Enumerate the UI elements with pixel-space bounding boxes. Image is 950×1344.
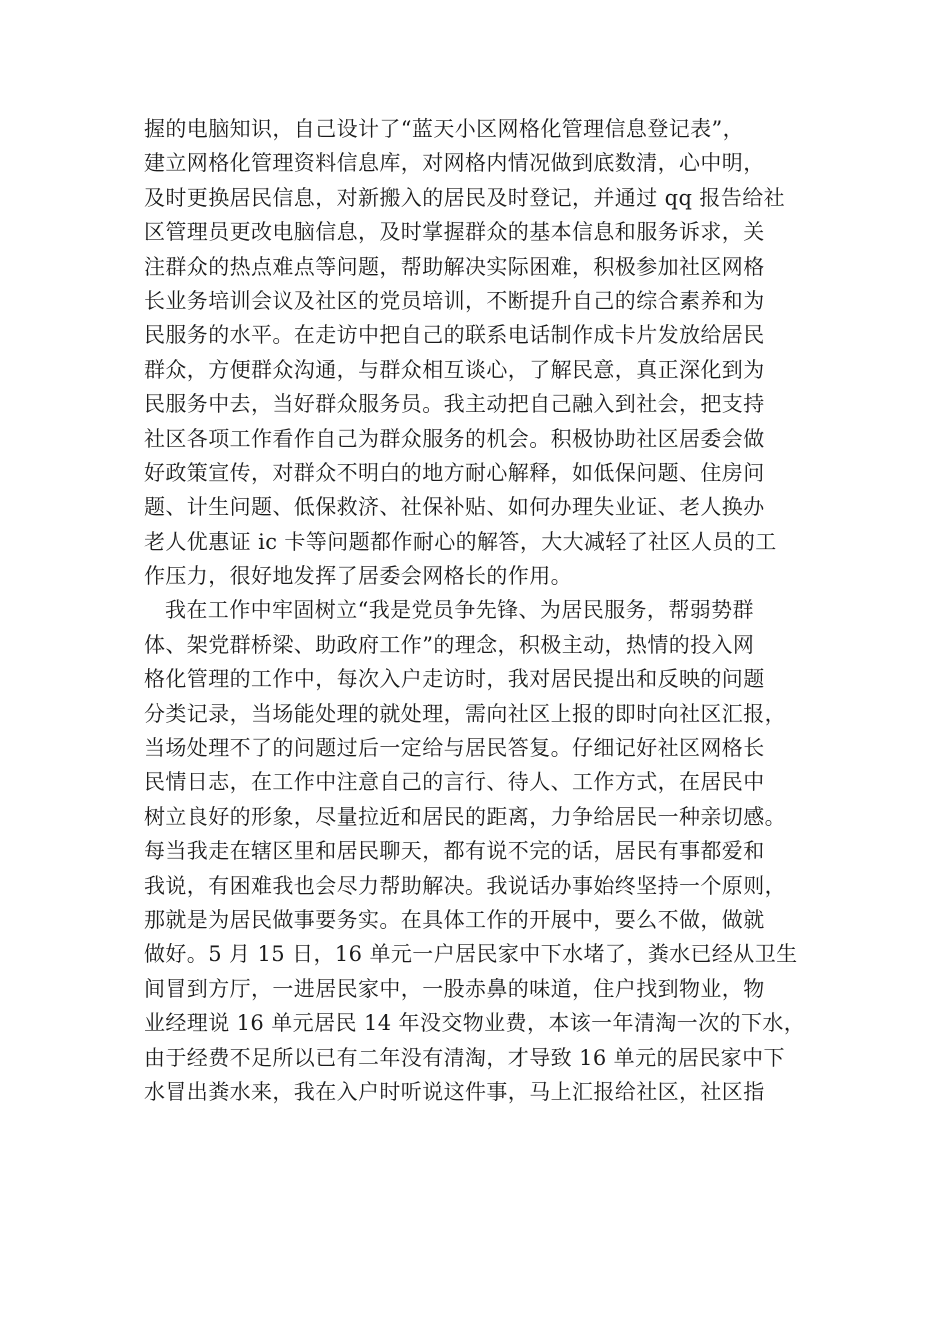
text-line: 由于经费不足所以已有二年没有清淘，才导致 16 单元的居民家中下 (144, 1045, 785, 1070)
text-line: 我在工作中牢固树立“我是党员争先锋、为居民服务，帮弱势群 (165, 598, 754, 623)
text-line: 当场处理不了的问题过后一定给与居民答复。仔细记好社区网格长 (144, 736, 765, 761)
text-line: 我说，有困难我也会尽力帮助解决。我说话办事始终坚持一个原则， (144, 873, 786, 898)
text-line: 分类记录，当场能处理的就处理，需向社区上报的即时向社区汇报， (144, 701, 786, 726)
text-line: 群众，方便群众沟通，与群众相互谈心，了解民意，真正深化到为 (144, 357, 765, 382)
text-line: 注群众的热点难点等问题，帮助解决实际困难，积极参加社区网格 (144, 254, 765, 279)
text-line: 间冒到方厅，一进居民家中，一股赤鼻的味道，住户找到物业，物 (144, 976, 765, 1001)
text-line: 好政策宣传，对群众不明白的地方耐心解释，如低保问题、住房问 (144, 460, 765, 485)
text-line: 建立网格化管理资料信息库，对网格内情况做到底数清，心中明， (144, 151, 765, 176)
text-line: 区管理员更改电脑信息，及时掌握群众的基本信息和服务诉求，关 (144, 220, 765, 245)
text-line: 题、计生问题、低保救济、社保补贴、如何办理失业证、老人换办 (144, 495, 765, 520)
text-line: 格化管理的工作中，每次入户走访时，我对居民提出和反映的问题 (144, 667, 765, 692)
text-line: 体、架党群桥梁、助政府工作”的理念，积极主动，热情的投入网 (144, 632, 755, 657)
text-line: 作压力，很好地发挥了居委会网格长的作用。 (144, 564, 572, 589)
text-line: 那就是为居民做事要务实。在具体工作的开展中，要么不做，做就 (144, 907, 765, 932)
text-line: 长业务培训会议及社区的党员培训，不断提升自己的综合素养和为 (144, 288, 765, 313)
text-line: 握的电脑知识，自己设计了“蓝天小区网格化管理信息登记表”， (144, 117, 745, 141)
text-line: 做好。5 月 15 日，16 单元一户居民家中下水堵了，粪水已经从卫生 (144, 942, 798, 967)
text-line: 树立良好的形象，尽量拉近和居民的距离，力争给居民一种亲切感。 (144, 804, 786, 829)
text-line: 民情日志，在工作中注意自己的言行、待人、工作方式，在居民中 (144, 770, 765, 795)
text-line: 社区各项工作看作自己为群众服务的机会。积极协助社区居委会做 (144, 426, 765, 451)
document-body (144, 112, 844, 1109)
paragraph-2 (144, 593, 844, 1109)
paragraph-1 (144, 112, 844, 593)
text-line: 及时更换居民信息，对新搬入的居民及时登记，并通过 qq 报告给社 (144, 185, 786, 210)
text-line: 水冒出粪水来，我在入户时听说这件事，马上汇报给社区，社区指 (144, 1079, 765, 1104)
text-line: 民服务中去，当好群众服务员。我主动把自己融入到社会，把支持 (144, 392, 765, 417)
text-line: 老人优惠证 ic 卡等问题都作耐心的解答，大大减轻了社区人员的工 (144, 529, 777, 554)
text-line: 每当我走在辖区里和居民聊天，都有说不完的话，居民有事都爱和 (144, 839, 765, 864)
text-line: 民服务的水平。在走访中把自己的联系电话制作成卡片发放给居民 (144, 323, 765, 348)
text-line: 业经理说 16 单元居民 14 年没交物业费，本该一年清淘一次的下水， (144, 1011, 806, 1036)
